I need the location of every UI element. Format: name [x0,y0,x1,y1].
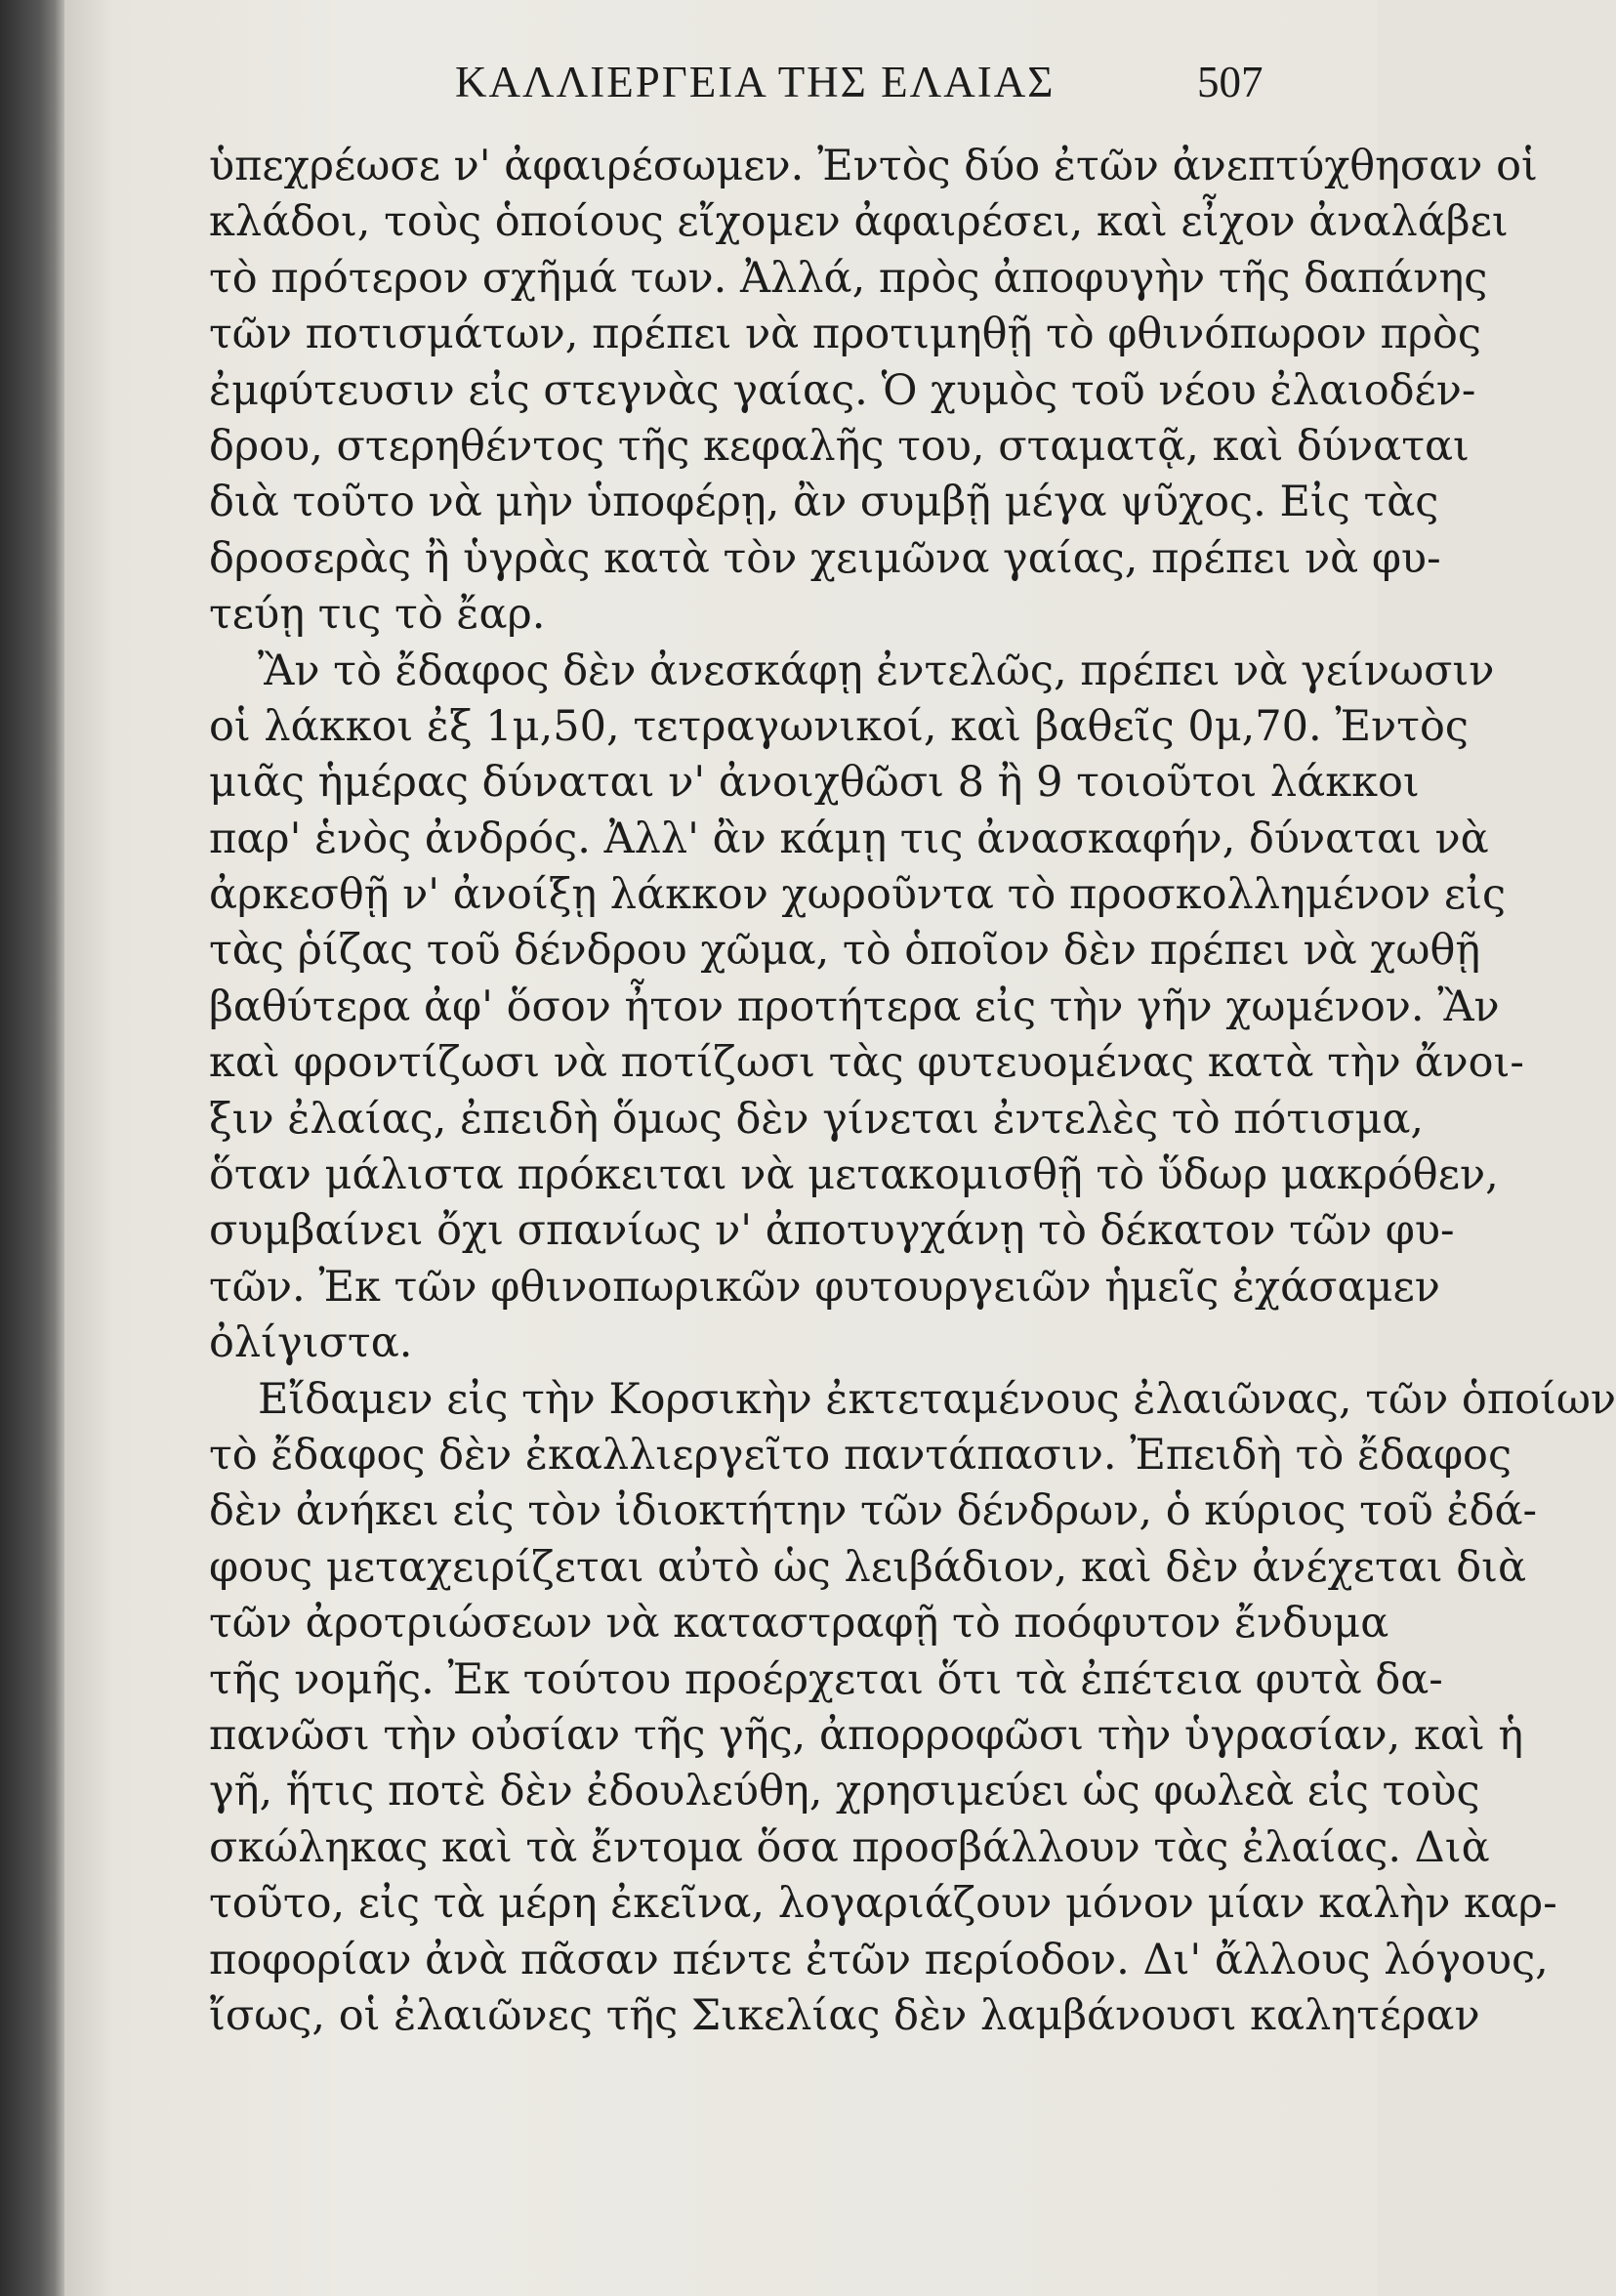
paragraph-start-line: Εἴδαμεν εἰς τὴν Κορσικὴν ἐκτεταμένους ἐλαιῶνας, τῶν ὁποίων [258,1374,1616,1424]
text-line: πανῶσι τὴν οὐσίαν τῆς γῆς, ἀπορροφῶσι τὴν ὑγρασίαν, καὶ ἡ [209,1710,1524,1760]
page-number: 507 [1197,58,1264,106]
text-line: δρου, στερηθέντος τῆς κεφαλῆς του, σταματᾷ, καὶ δύναται [209,421,1470,471]
running-head [64,57,1378,125]
text-line: συμβαίνει ὄχι σπανίως ν' ἀποτυγχάνῃ τὸ δέκατον τῶν φυ- [209,1206,1455,1256]
text-line: τοῦτο, εἰς τὰ μέρη ἐκεῖνα, λογαριάζουν μόνον μίαν καλὴν καρ- [209,1879,1557,1929]
text-line: κλάδοι, τοὺς ὁποίους εἴχομεν ἀφαιρέσει, καὶ εἶχον ἀναλάβει [209,197,1509,247]
book-page [64,0,1616,2296]
text-line: ἐμφύτευσιν εἰς στεγνὰς γαίας. Ὁ χυμὸς τοῦ νέου ἐλαιοδέν- [209,365,1476,415]
text-line: τῶν ἀροτριώσεων νὰ καταστραφῇ τὸ ποόφυτον ἔνδυμα [209,1599,1389,1649]
text-line: δὲν ἀνήκει εἰς τὸν ἰδιοκτήτην τῶν δένδρων, ὁ κύριος τοῦ ἐδά- [209,1486,1538,1536]
text-line: τῆς νομῆς. Ἐκ τούτου προέρχεται ὅτι τὰ ἐπέτεια φυτὰ δα- [209,1654,1443,1704]
text-line: βαθύτερα ἀφ' ὅσον ἦτον προτήτερα εἰς τὴν γῆν χωμένον. Ἂν [209,981,1500,1031]
text-line: ἀρκεσθῇ ν' ἀνοίξῃ λάκκον χωροῦντα τὸ προσκολλημένον εἰς [209,870,1507,920]
text-line: ὀλίγιστα. [209,1318,413,1368]
text-line: καὶ φροντίζωσι νὰ ποτίζωσι τὰς φυτευομένας κατὰ τὴν ἄνοι- [209,1038,1524,1088]
text-line: τὰς ῥίζας τοῦ δένδρου χῶμα, τὸ ὁποῖον δὲν πρέπει νὰ χωθῇ [209,926,1481,976]
running-title: ΚΑΛΛΙΕΡΓΕΙΑ ΤΗΣ ΕΛΑΙΑΣ [455,58,1056,106]
text-line: τῶν ποτισμάτων, πρέπει νὰ προτιμηθῇ τὸ φθινόπωρον πρὸς [209,310,1481,359]
paragraph-start-line: Ἂν τὸ ἔδαφος δὲν ἀνεσκάφῃ ἐντελῶς, πρέπει νὰ γείνωσιν [258,646,1495,695]
text-line: τὸ ἔδαφος δὲν ἐκαλλιεργεῖτο παντάπασιν. Ἐπειδὴ τὸ ἔδαφος [209,1430,1512,1480]
text-line: γῆ, ἥτις ποτὲ δὲν ἐδουλεύθη, χρησιμεύει ὡς φωλεὰ εἰς τοὺς [209,1767,1480,1816]
text-line: διὰ τοῦτο νὰ μὴν ὑποφέρῃ, ἂν συμβῇ μέγα ψῦχος. Εἰς τὰς [209,478,1439,527]
text-line: τεύῃ τις τὸ ἔαρ. [209,590,546,640]
book-binding-edge [0,0,64,2296]
text-line: ξιν ἐλαίας, ἐπειδὴ ὅμως δὲν γίνεται ἐντελὲς τὸ πότισμα, [209,1094,1425,1144]
body-text [209,139,1616,2044]
text-line: ὑπεχρέωσε ν' ἀφαιρέσωμεν. Ἐντὸς δύο ἐτῶν ἀνεπτύχθησαν οἱ [209,142,1538,190]
text-line: τῶν. Ἐκ τῶν φθινοπωρικῶν φυτουργειῶν ἡμεῖς ἐχάσαμεν [209,1262,1440,1312]
text-line: οἱ λάκκοι ἐξ 1μ,50, τετραγωνικοί, καὶ βαθεῖς 0μ,70. Ἐντὸς [209,701,1469,751]
text-line: μιᾶς ἡμέρας δύναται ν' ἀνοιχθῶσι 8 ἢ 9 τοιοῦτοι λάκκοι [209,758,1420,808]
text-line: φους μεταχειρίζεται αὐτὸ ὡς λειβάδιον, καὶ δὲν ἀνέχεται διὰ [209,1542,1527,1592]
text-line: ἴσως, οἱ ἐλαιῶνες τῆς Σικελίας δὲν λαμβάνουσι καλητέραν [209,1990,1480,2040]
text-line: παρ' ἑνὸς ἀνδρός. Ἀλλ' ἂν κάμῃ τις ἀνασκαφήν, δύναται νὰ [209,814,1489,863]
text-line: δροσερὰς ἢ ὑγρὰς κατὰ τὸν χειμῶνα γαίας, πρέπει νὰ φυ- [209,533,1441,583]
text-line: ὅταν μάλιστα πρόκειται νὰ μετακομισθῇ τὸ ὕδωρ μακρόθεν, [209,1150,1499,1200]
text-line: σκώληκας καὶ τὰ ἔντομα ὅσα προσβάλλουν τὰς ἐλαίας. Διὰ [209,1822,1490,1872]
text-line: ποφορίαν ἀνὰ πᾶσαν πέντε ἐτῶν περίοδον. Δι' ἄλλους λόγους, [209,1935,1549,1984]
text-line: τὸ πρότερον σχῆμά των. Ἀλλά, πρὸς ἀποφυγὴν τῆς δαπάνης [209,253,1488,303]
